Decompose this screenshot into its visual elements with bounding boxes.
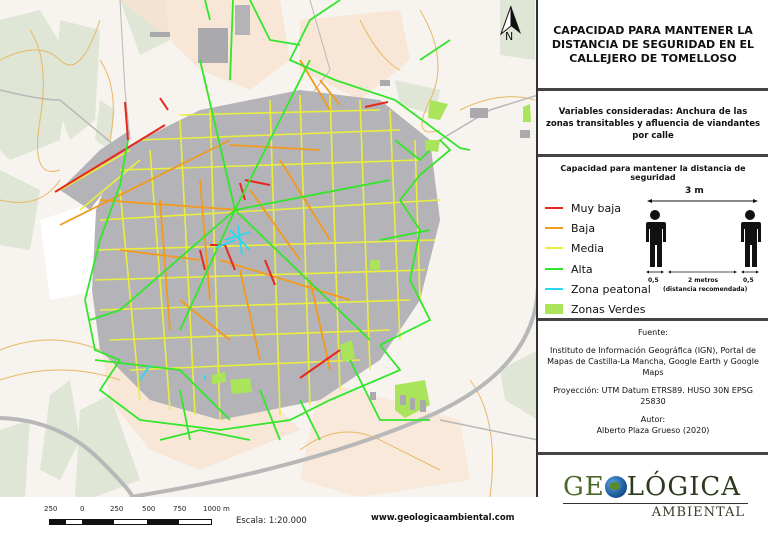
scale-tick: 250	[110, 505, 124, 513]
figure-total-label: 3 m	[685, 186, 704, 196]
geologica-ambiental-logo: GE LÓGICA AMBIENTAL	[563, 473, 753, 520]
person-icon	[646, 210, 666, 267]
legend-item-media: Media	[545, 240, 604, 256]
legend-item-baja: Baja	[545, 220, 595, 236]
legend-swatch	[545, 288, 563, 290]
side-panel	[538, 0, 768, 543]
legend-item-alta: Alta	[545, 261, 593, 277]
scale-tick: 0	[80, 505, 85, 513]
scale-tick: 750	[173, 505, 187, 513]
variables-text: Variables consideradas: Anchura de las zonas transitables y afluencia de viandantes por calle	[545, 106, 761, 141]
legend	[538, 154, 768, 320]
projection-text: Proyección: UTM Datum ETRS89. HUSO 30N EPSG 25830	[553, 386, 753, 406]
legend-title: Capacidad para mantener la distancia de seguridad	[560, 164, 746, 182]
legend-item-zonas-verdes: Zonas Verdes	[545, 301, 645, 317]
logo-box	[538, 452, 768, 543]
person-icon	[741, 210, 761, 267]
legend-swatch	[545, 268, 563, 270]
scale-text: Escala: 1:20.000	[236, 516, 307, 526]
title-box	[538, 0, 768, 90]
legend-item-muy-baja: Muy baja	[545, 200, 621, 216]
scale-tick: 1000 m	[203, 505, 230, 513]
website-link[interactable]: www.geologicaambiental.com	[371, 513, 515, 523]
scale-tick: 250	[44, 505, 58, 513]
author-label: Autor:	[640, 415, 666, 424]
figure-middle-label: 2 metros	[688, 277, 719, 284]
legend-swatch	[545, 304, 563, 314]
distance-figure	[633, 185, 768, 300]
legend-swatch	[545, 207, 563, 209]
author-name: Alberto Plaza Grueso (2020)	[596, 426, 710, 435]
figure-middle-note: (distancia recomendada)	[663, 286, 748, 293]
legend-item-zona-peatonal: Zona peatonal	[545, 281, 651, 297]
legend-swatch	[545, 247, 563, 249]
source-box	[538, 318, 768, 454]
north-label: N	[505, 30, 514, 43]
figure-right-label: 0,5	[743, 277, 754, 284]
scale-tick: 500	[142, 505, 156, 513]
scale-bar	[49, 519, 212, 525]
map-title: CAPACIDAD PARA MANTENER LA DISTANCIA DE SEGURIDAD EN EL CALLEJERO DE TOMELLOSO	[551, 24, 755, 65]
source-text: Instituto de Información Geográfica (IGN), Portal de Mapas de Castilla-La Mancha, Google Earth y Google Maps	[547, 346, 759, 377]
logo-subtitle: AMBIENTAL	[651, 505, 745, 520]
legend-swatch	[545, 227, 563, 229]
bottom-bar	[0, 497, 538, 543]
source-label: Fuente:	[638, 328, 668, 337]
figure-left-label: 0,5	[648, 277, 659, 284]
globe-icon	[605, 476, 627, 498]
variables-box	[538, 88, 768, 156]
